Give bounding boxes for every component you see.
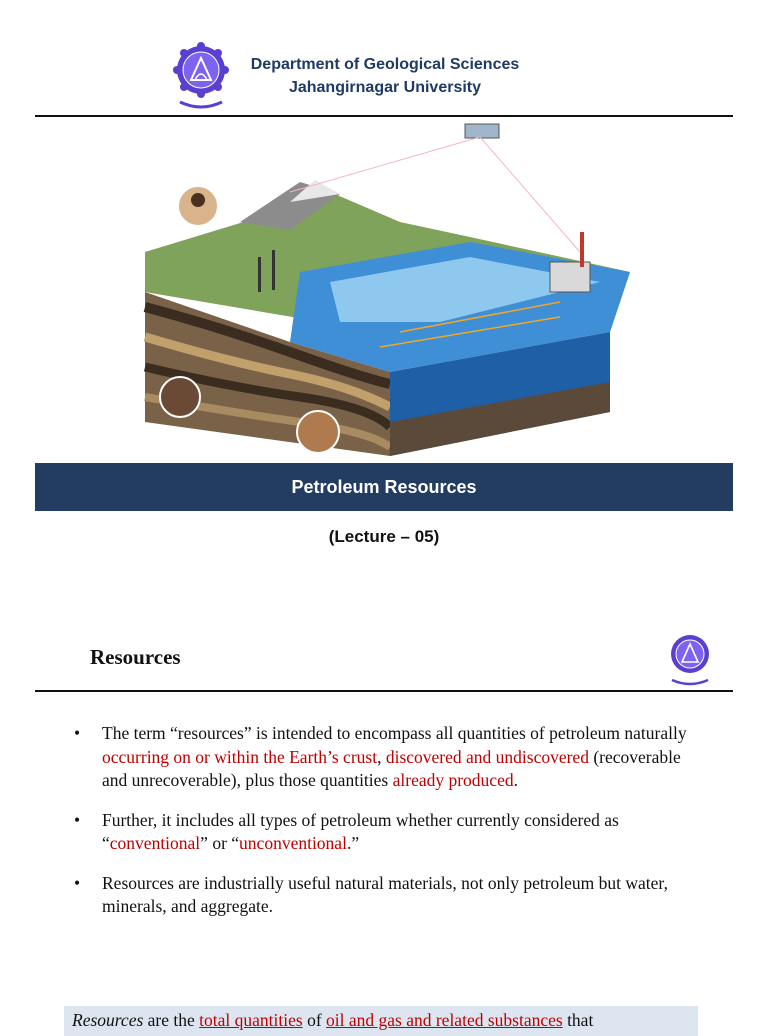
bullet-item: • Further, it includes all types of petroleum whether currently considered as “conventional” or “unconventional.” xyxy=(74,809,619,853)
definition-callout: Resources are the total quantities of oil and gas and related substances that xyxy=(64,1006,698,1036)
header-divider xyxy=(35,115,733,117)
university-name: Jahangirnagar University xyxy=(288,79,482,96)
banner-title: Petroleum Resources xyxy=(291,476,477,497)
resources-bullet-list xyxy=(72,722,702,935)
section-divider xyxy=(35,690,733,692)
department-name: Department of Geological Sciences xyxy=(250,56,520,73)
university-seal-small-icon xyxy=(664,630,716,688)
university-seal-icon xyxy=(172,40,230,112)
bullet-item: • Resources are industrially useful natural materials, not only petroleum but water, minerals, and aggregate. xyxy=(74,872,668,916)
department-title xyxy=(240,53,530,99)
bullet-item: • The term “resources” is intended to encompass all quantities of petroleum naturally occurring on or within the Earth’s crust, discovered and undiscovered (recoverable and unrecoverable), plus those quantities already produced. xyxy=(74,723,687,790)
lecture-title-banner xyxy=(35,463,733,511)
lecture-number: (Lecture – 05) xyxy=(328,527,440,546)
section-title: Resources xyxy=(90,645,181,669)
petroleum-exploration-illustration xyxy=(140,122,640,458)
